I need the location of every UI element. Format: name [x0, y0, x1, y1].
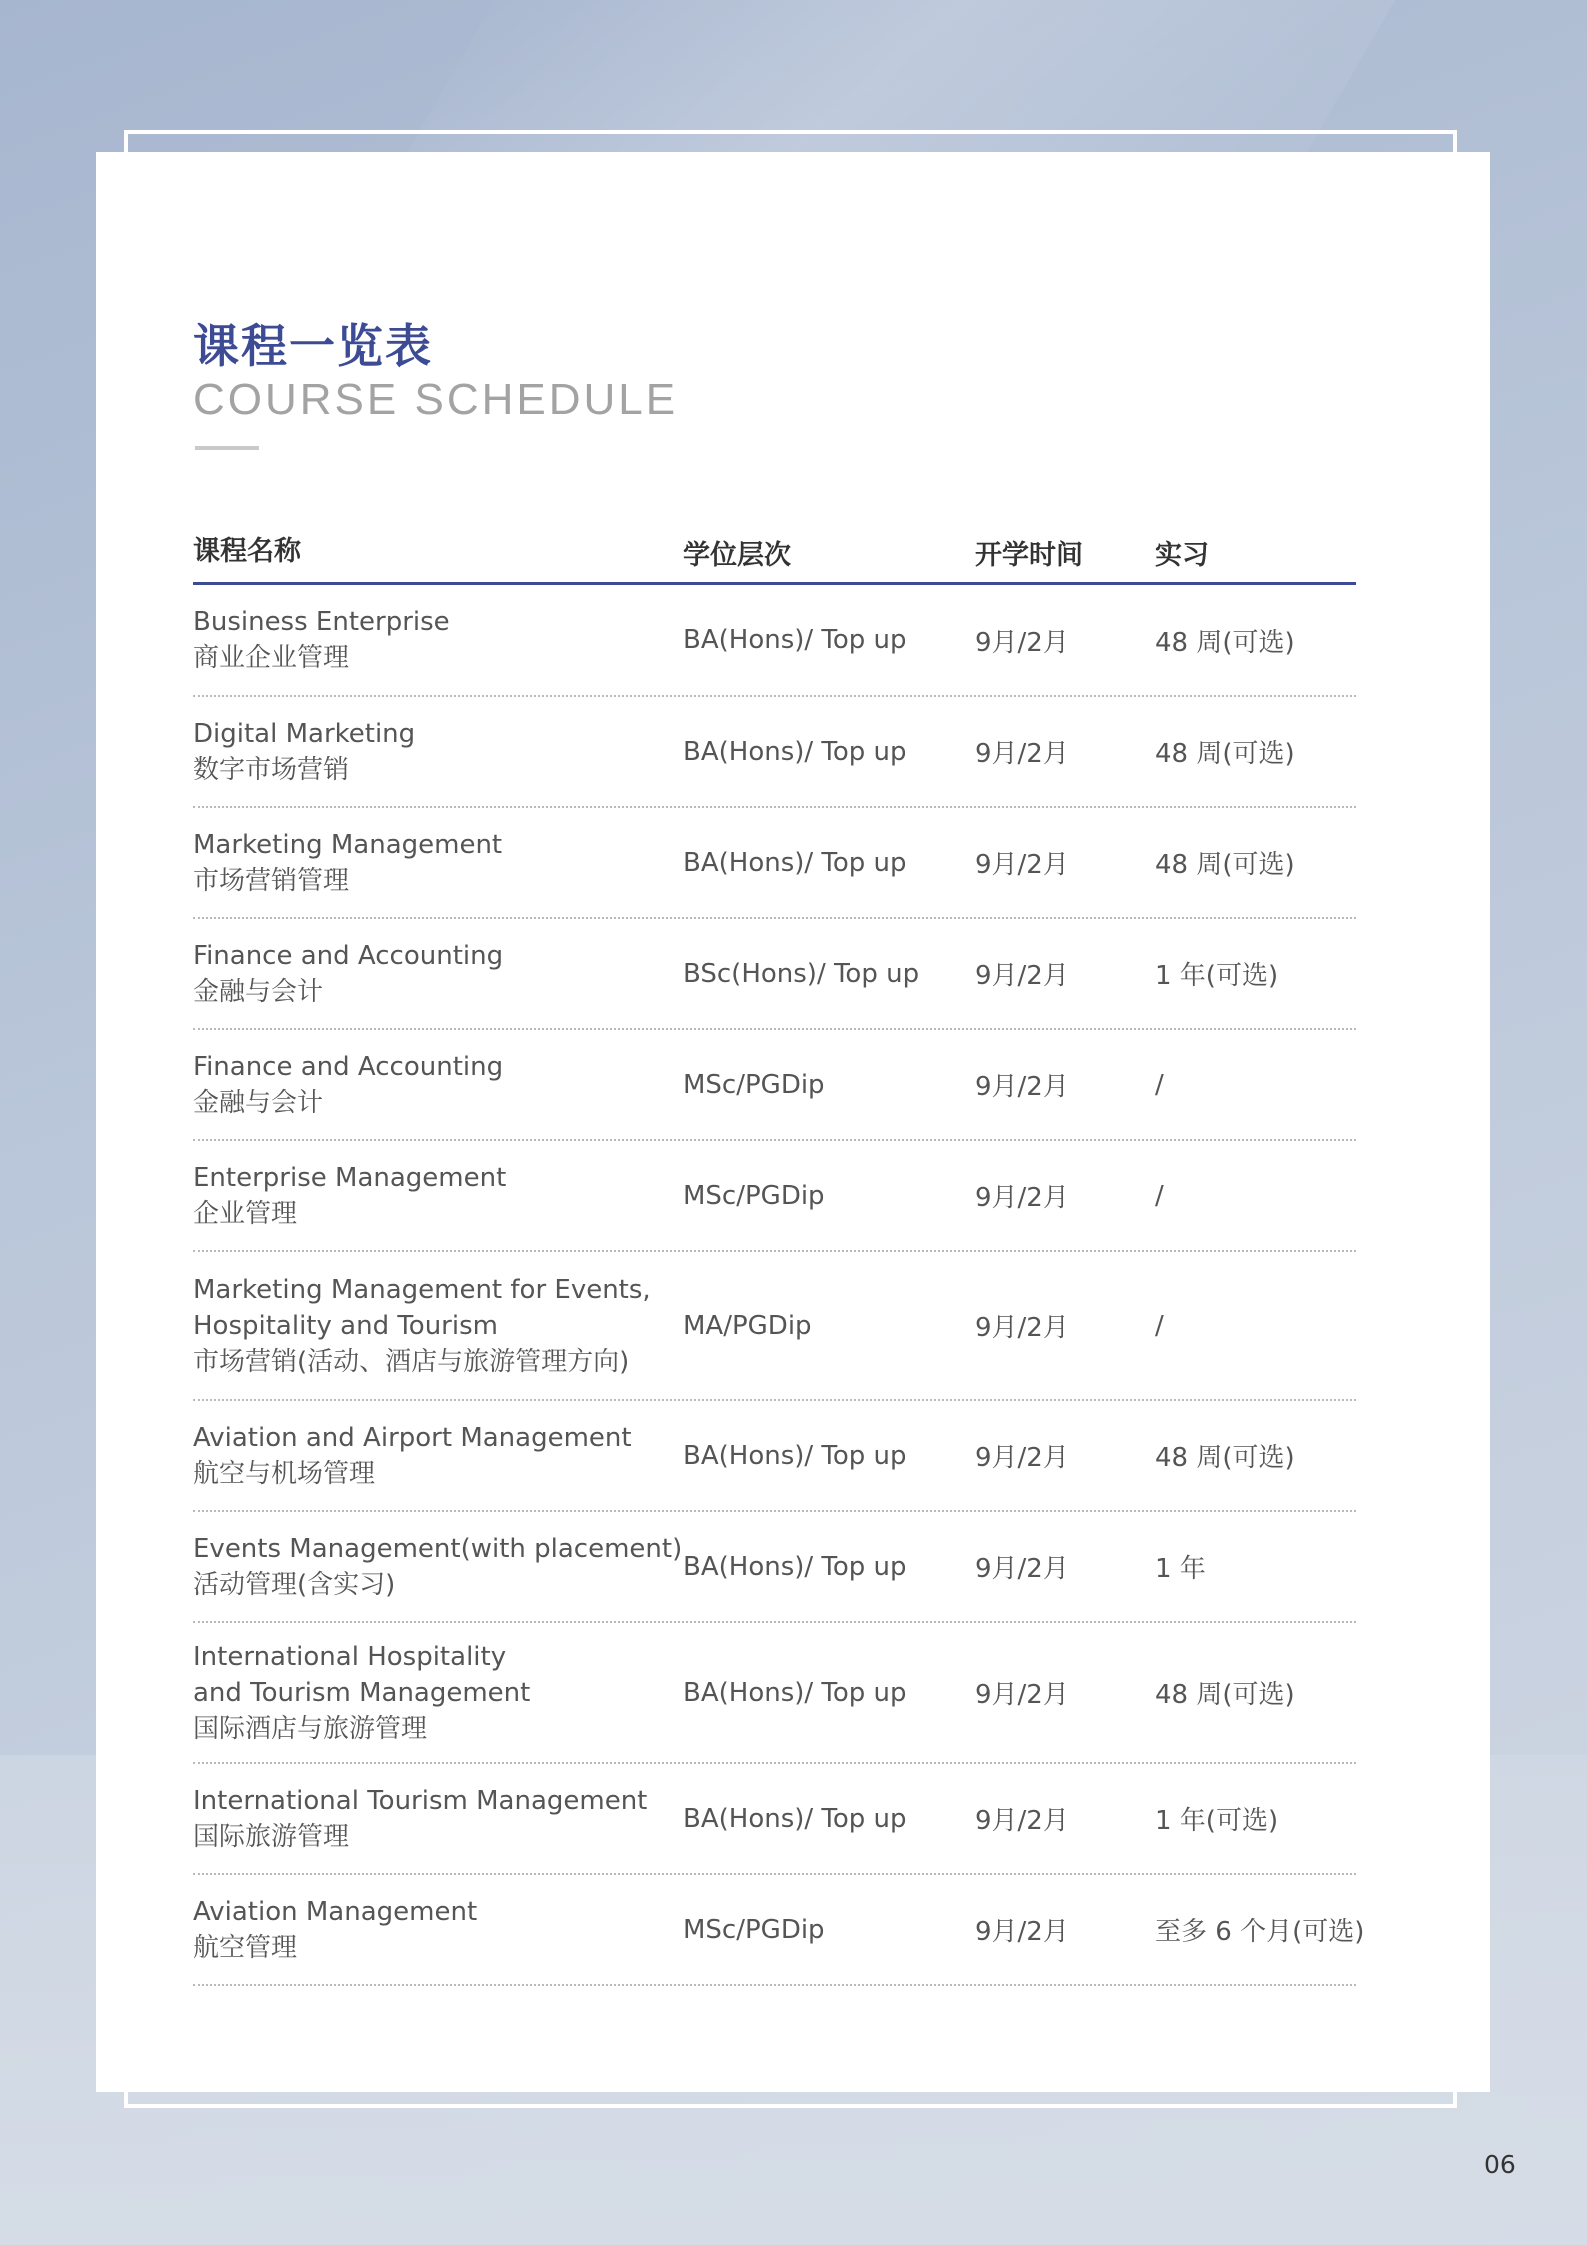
internship-cell: 48 周(可选) — [1155, 1443, 1295, 1473]
page-title-en: COURSE SCHEDULE — [193, 375, 679, 424]
table-row — [193, 1512, 1356, 1623]
table-row — [193, 1401, 1356, 1512]
table-row — [193, 1030, 1356, 1141]
degree-cell: MSc/PGDip — [683, 1914, 825, 1945]
course-name-cell — [193, 827, 683, 899]
course-name-cn: 金融与会计 — [193, 976, 324, 1007]
internship-cell: 1 年(可选) — [1155, 961, 1279, 991]
degree-cell: MSc/PGDip — [683, 1069, 825, 1100]
course-name-en: Events Management(with placement) — [193, 1533, 683, 1564]
course-name-en: Finance and Accounting — [193, 940, 504, 971]
intake-cell: 9月/2月 — [975, 961, 1069, 991]
course-name-cn: 金融与会计 — [193, 1087, 324, 1118]
degree-cell: BA(Hons)/ Top up — [683, 625, 907, 655]
internship-cell: 48 周(可选) — [1155, 627, 1295, 658]
degree-cell: BA(Hons)/ Top up — [683, 847, 907, 878]
column-header-internship: 实习 — [1155, 539, 1209, 571]
course-name-en: Marketing Management — [193, 829, 503, 860]
course-name-cell — [193, 1639, 683, 1747]
internship-cell: / — [1155, 1180, 1164, 1211]
course-name-cell — [193, 1783, 683, 1855]
degree-cell: BA(Hons)/ Top up — [683, 1803, 907, 1834]
course-name-en: International Tourism Management — [193, 1785, 648, 1816]
table-row — [193, 808, 1356, 919]
course-name-en: Aviation Management — [193, 1896, 478, 1927]
internship-cell: 1 年 — [1155, 1554, 1206, 1584]
course-name-cell — [193, 716, 683, 788]
table-row — [193, 1875, 1365, 1986]
table-row — [193, 1623, 1356, 1764]
table-row — [193, 585, 1356, 697]
intake-cell: 9月/2月 — [975, 627, 1069, 658]
course-name-cn: 航空与机场管理 — [193, 1458, 376, 1489]
table-row — [193, 1764, 1356, 1875]
title-underline — [195, 446, 259, 450]
internship-cell: 48 周(可选) — [1155, 1680, 1295, 1710]
intake-cell: 9月/2月 — [975, 1554, 1069, 1584]
column-header-course-name: 课程名称 — [193, 536, 301, 567]
course-name-cn: 航空管理 — [193, 1932, 298, 1963]
course-name-cell — [193, 938, 683, 1010]
table-header — [193, 522, 1356, 585]
table-row — [193, 919, 1356, 1030]
column-header-degree: 学位层次 — [683, 539, 791, 571]
intake-cell: 9月/2月 — [975, 1680, 1069, 1710]
internship-cell: 48 周(可选) — [1155, 739, 1295, 769]
intake-cell: 9月/2月 — [975, 1806, 1069, 1836]
course-name-cell — [193, 604, 683, 676]
course-name-cell — [193, 1160, 683, 1232]
course-name-en: Hospitality and Tourism — [193, 1310, 498, 1341]
course-name-cn: 市场营销管理 — [193, 865, 350, 896]
degree-cell: MA/PGDip — [683, 1310, 812, 1341]
course-name-cell — [193, 1049, 683, 1121]
course-name-en: Enterprise Management — [193, 1162, 507, 1193]
intake-cell: 9月/2月 — [975, 1183, 1069, 1213]
internship-cell: 1 年(可选) — [1155, 1806, 1279, 1836]
intake-cell: 9月/2月 — [975, 739, 1069, 769]
course-name-cn: 商业企业管理 — [193, 643, 350, 673]
course-name-cn: 数字市场营销 — [193, 754, 350, 785]
course-name-cell — [193, 1420, 683, 1492]
degree-cell: BA(Hons)/ Top up — [683, 736, 907, 767]
course-table — [193, 522, 1365, 1986]
course-name-cn: 市场营销(活动、酒店与旅游管理方向) — [193, 1346, 630, 1377]
course-name-en: Marketing Management for Events, — [193, 1274, 651, 1305]
course-name-cell — [193, 1272, 683, 1380]
course-name-en: and Tourism Management — [193, 1677, 531, 1708]
intake-cell: 9月/2月 — [975, 1072, 1069, 1102]
degree-cell: BA(Hons)/ Top up — [683, 1677, 907, 1708]
course-name-en: Aviation and Airport Management — [193, 1422, 632, 1453]
course-name-cn: 企业管理 — [193, 1198, 298, 1229]
course-name-en: Digital Marketing — [193, 718, 416, 749]
page-number: 06 — [1484, 2150, 1516, 2179]
course-name-en: Finance and Accounting — [193, 1051, 504, 1082]
table-row — [193, 697, 1356, 808]
table-body — [193, 585, 1365, 1986]
degree-cell: BA(Hons)/ Top up — [683, 1551, 907, 1582]
degree-cell: BA(Hons)/ Top up — [683, 1440, 907, 1471]
intake-cell: 9月/2月 — [975, 850, 1069, 880]
course-name-cn: 国际酒店与旅游管理 — [193, 1713, 428, 1744]
internship-cell: 至多 6 个月(可选) — [1155, 1917, 1365, 1947]
column-header-intake: 开学时间 — [975, 539, 1083, 571]
internship-cell: / — [1155, 1310, 1164, 1341]
degree-cell: MSc/PGDip — [683, 1180, 825, 1211]
degree-cell: BSc(Hons)/ Top up — [683, 958, 920, 989]
course-name-cn: 活动管理(含实习) — [193, 1569, 396, 1600]
course-name-en: Business Enterprise — [193, 607, 450, 637]
course-name-cell — [193, 1531, 683, 1603]
course-name-cn: 国际旅游管理 — [193, 1821, 350, 1852]
table-row — [193, 1141, 1356, 1252]
intake-cell: 9月/2月 — [975, 1313, 1069, 1343]
intake-cell: 9月/2月 — [975, 1443, 1069, 1473]
page-title-cn: 课程一览表 — [193, 319, 433, 373]
internship-cell: / — [1155, 1069, 1164, 1100]
intake-cell: 9月/2月 — [975, 1917, 1069, 1947]
course-name-en: International Hospitality — [193, 1641, 507, 1672]
course-name-cell — [193, 1894, 683, 1966]
table-row — [193, 1252, 1356, 1401]
internship-cell: 48 周(可选) — [1155, 850, 1295, 880]
